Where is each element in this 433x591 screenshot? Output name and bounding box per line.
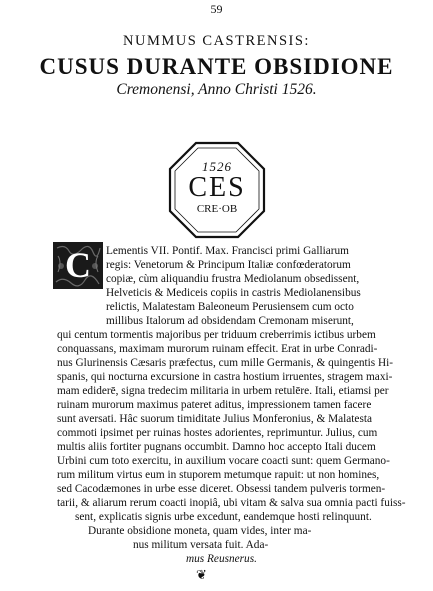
heading-line-3: Cremonensi, Anno Christi 1526. <box>116 81 317 98</box>
body-line: ruinam murorum maximus pateret aditus, impressionem tamen facere <box>57 399 372 411</box>
heading-line-2: CUSUS DURANTE OBSIDIONE <box>39 54 394 79</box>
body-line: nus militum versata fuit. Ada- <box>133 539 269 551</box>
body-line: regis: Venetorum & Principum Italiæ confœderatorum <box>106 259 351 271</box>
body-line: mam ediderē, signa tredecim militaria in urbem retulēre. Itali, etiamsi per <box>57 385 389 397</box>
decorated-initial <box>53 242 103 289</box>
body-line: millibus Italorum ad obsidendam Cremonam miserunt, <box>106 315 354 327</box>
page-number: 59 <box>210 2 223 16</box>
body-line: conquassans, maximam murorum ruinam effecit. Erat in urbe Conradi- <box>57 343 378 355</box>
fleuron-ornament: ❦ <box>196 568 207 583</box>
body-line: tarii, & aliarum rerum coacti inopiâ, ubi vitam & salva sua omnia pacti fuiss- <box>57 497 406 509</box>
body-line: spanis, qui nocturna excursione in castra hostium irruentes, stragem maxi- <box>57 371 393 383</box>
heading-line-1: NUMMUS CASTRENSIS: <box>123 33 310 49</box>
body-line: Urbini cum toto exercitu, in auxilium vocare coacti sunt: quem Germano- <box>57 455 390 467</box>
body-line: relictis, Malatestam Baleoneum Perusiensem cum octo <box>106 301 354 313</box>
body-line: Lementis VII. Pontif. Max. Francisci primi Galliarum <box>106 245 349 257</box>
body-line: nus Glurinensis Cæsaris præfectus, cum mille Germanis, & quingentis Hi- <box>57 357 394 369</box>
body-line: mus Reusnerus. <box>186 553 257 565</box>
coin-year: 1526 <box>202 159 232 174</box>
coin-monogram: CES <box>188 172 246 203</box>
initial-letter: C <box>65 245 91 285</box>
body-line: rum militum virtus eum in stuporem metumque rapuit: ut non homines, <box>57 469 380 481</box>
body-line: multis aliis fortiter pugnans occumbit. Damno hoc accepto Itali ducem <box>57 441 376 453</box>
body-line: commoti ipsimet per ruinas hostes adorientes, reprimuntur. Julius, cum <box>57 427 378 439</box>
body-line: Helveticis & Mediceis copiis in castris Mediolanensibus <box>106 287 361 299</box>
body-line: sunt aversati. Hâc suorum timiditate Julius Monferonius, & Malatesta <box>57 413 372 425</box>
body-line: copiæ, cùm aliquandiu frustra Mediolanum obsedissent, <box>106 273 360 285</box>
body-line: sent, explicatis signis urbe excedunt, eandemque hosti relinquunt. <box>75 511 372 523</box>
body-line: sed Cacodæmones in urbe esse diceret. Obsessi tandem pulveris tormen- <box>57 483 386 495</box>
body-line: qui centum tormentis majoribus per triduum creberrimis ictibus urbem <box>57 329 376 341</box>
body-line: Durante obsidione moneta, quam vides, inter ma- <box>88 525 312 537</box>
coin-illustration <box>166 139 268 241</box>
coin-mint-mark: CRE·OB <box>196 203 238 215</box>
